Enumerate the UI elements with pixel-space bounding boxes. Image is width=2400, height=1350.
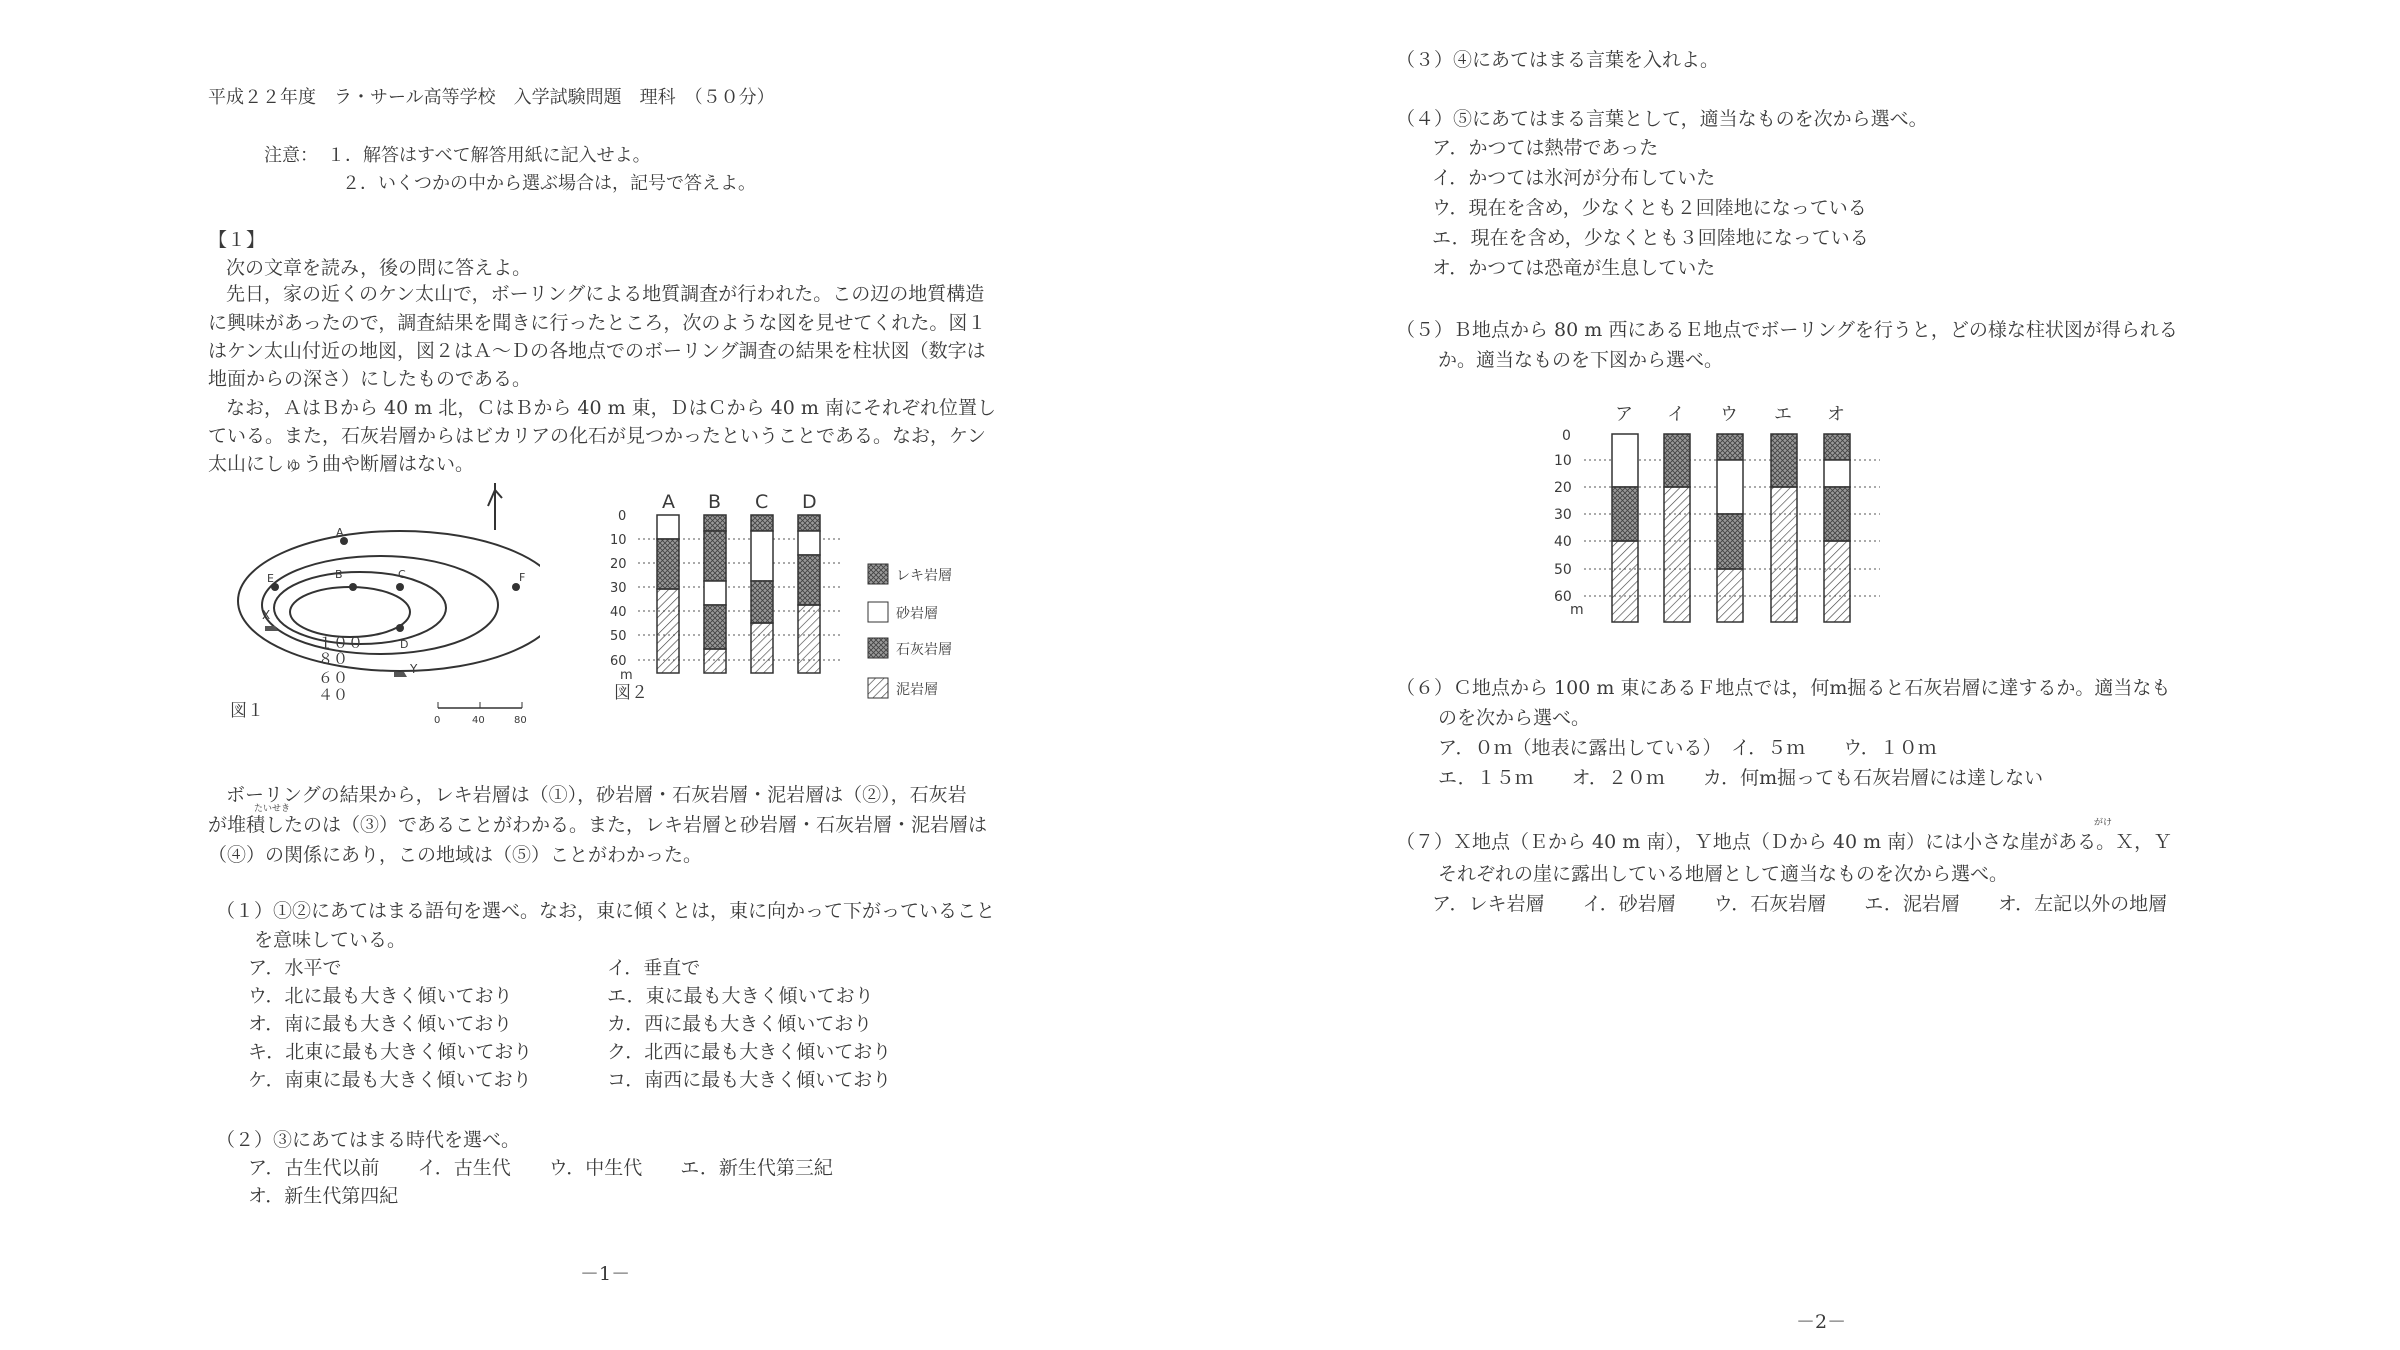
page-number: －2－ [1796,1311,1847,1333]
paragraph2-line: なお，ＡはＢから 40 m 北，ＣはＢから 40 m 東，ＤはＣから 40 m 南にそれぞれ位置し [226,397,996,419]
section-label: 【１】 [208,229,266,251]
question-5: （５）Ｂ地点から 80 m 西にあるＥ地点でボーリングを行うと，どの様な柱状図が得られる [1396,319,2178,341]
question-7: （７）Ｘ地点（Ｅから 40 m 南），Ｙ地点（Ｄから 40 m 南）には小さな崖がある。Ｘ，Ｙ [1396,831,2173,853]
column-label: A [662,491,675,513]
figure-1-map [210,478,540,728]
point-c-marker [396,583,404,591]
question-6-cont: のを次から選べ。 [1438,707,1591,729]
page-2 [1200,0,2400,1350]
depth-label: 0 [1562,428,1571,444]
q6-options: ア．０ｍ（地表に露出している） イ．５ｍ ウ．１０ｍ [1438,737,1937,759]
q1-option: エ．東に最も大きく傾いており [607,985,874,1007]
ruby-text: たいせき [254,804,291,814]
column-label: D [802,491,817,513]
column-c [751,515,773,673]
question-1: （１）①②にあてはまる語句を選べ。なお，東に傾くとは，東に向かって下がっていること [216,900,996,922]
q6-options: エ．１５ｍ オ．２０ｍ カ．何m掘っても石灰岩層には達しない [1438,767,2044,789]
question-6: （６）Ｃ地点から 100 m 東にあるＦ地点では，何m掘ると石灰岩層に達するか。適当なも [1396,677,2171,699]
q1-option: イ．垂直で [607,957,701,979]
depth-label: 60 [1554,589,1572,605]
choice-label: ア [1615,404,1633,425]
legend-swatch-limestone [868,638,888,658]
scale-label: 80 [514,715,527,726]
scale-label: 40 [472,715,485,726]
point-label: C [398,568,406,581]
depth-label: 30 [610,581,627,596]
depth-label: 10 [610,533,627,548]
q7-options: ア．レキ岩層 イ．砂岩層 ウ．石灰岩層 エ．泥岩層 オ．左記以外の地層 [1432,893,2168,915]
q4-option: エ．現在を含め，少なくとも３回陸地になっている [1432,227,1869,249]
exam-header: 平成２２年度 ラ・サール高等学校 入学試験問題 理科 （５０分） [208,87,775,108]
q4-option: ウ．現在を含め，少なくとも２回陸地になっている [1432,197,1867,219]
paragraph1-line: に興味があったので，調査結果を聞きに行ったところ，次のような図を見せてくれた。図１ [208,312,987,334]
question-7-cont: それぞれの崖に露出している地層として適当なものを次から選べ。 [1438,863,2009,885]
point-d-marker [396,624,404,632]
question-2: （２）③にあてはまる時代を選べ。 [216,1129,521,1151]
legend-swatch-mudstone [868,678,888,698]
legend-label: 泥岩層 [896,682,938,698]
depth-label: 20 [1554,480,1572,496]
cliff-y-icon [394,672,407,677]
point-label: X [262,608,271,622]
q1-option: オ．南に最も大きく傾いており [248,1013,513,1035]
q4-option: オ．かつては恐竜が生息していた [1432,257,1716,279]
point-label: Y [410,662,418,676]
question-3: （３）④にあてはまる言葉を入れよ。 [1396,49,1720,71]
paragraph1-line: 地面からの深さ）にしたものである。 [208,368,532,390]
q1-option: キ．北東に最も大きく傾いており [248,1041,533,1063]
legend-label: レキ岩層 [896,568,952,584]
q5-columns-figure [1540,398,1880,628]
depth-label: 60 [610,654,627,669]
q1-option: コ．南西に最も大きく傾いており [607,1069,892,1091]
note-line-1: 注意： １．解答はすべて解答用紙に記入せよ。 [264,145,651,166]
column-b [704,515,726,673]
scale-label: 0 [434,715,441,726]
q1-option: カ．西に最も大きく傾いており [607,1013,873,1035]
point-label: B [335,568,343,581]
depth-unit: m [1570,602,1584,618]
contour-label: ４０ [318,686,349,704]
contour-label: ６０ [318,669,349,687]
figure-1-caption: 図１ [230,701,264,721]
point-f-marker [512,583,520,591]
point-label: F [519,571,526,584]
choice-o-column [1824,434,1850,622]
column-a [657,515,679,673]
question-4: （４）⑤にあてはまる言葉として，適当なものを次から選べ。 [1396,108,1928,130]
point-label: A [336,526,344,539]
figure-2-columns [600,488,840,708]
depth-label: 50 [1554,562,1572,578]
figure-2-legend [866,560,996,710]
choice-label: イ [1667,404,1685,425]
paragraph1-line: はケン太山付近の地図，図２はＡ～Ｄの各地点でのボーリング調査の結果を柱状図（数字は [208,340,986,362]
depth-label: 0 [618,509,627,524]
point-b-marker [349,583,357,591]
result-text-line: ボーリングの結果から，レキ岩層は（①），砂岩層・石灰岩層・泥岩層は（②），石灰岩 [226,784,967,806]
column-label: C [755,491,769,513]
choice-label: オ [1827,404,1845,425]
choice-label: エ [1774,404,1792,425]
legend-swatch-sandstone [868,602,888,622]
note-line-2: ２．いくつかの中から選ぶ場合は，記号で答えよ。 [342,173,756,194]
paragraph2-line: 太山にしゅう曲や断層はない。 [208,453,475,475]
cliff-x-icon [265,626,278,631]
depth-label: 50 [610,629,627,644]
choice-u-column [1717,434,1743,622]
depth-label: 40 [610,605,627,620]
contour-label: ８０ [318,650,349,668]
intro-text: 次の文章を読み，後の問に答えよ。 [226,257,532,279]
result-text-line: が堆積したのは（③）であることがわかる。また，レキ岩層と砂岩層・石灰岩層・泥岩層は [208,814,988,836]
q1-option: ク．北西に最も大きく傾いており [607,1041,892,1063]
q1-option: ウ．北に最も大きく傾いており [248,985,513,1007]
paragraph2-line: ている。また，石灰岩層からはビカリアの化石が見つかったということである。なお，ケン [208,425,987,447]
legend-swatch-conglomerate [868,564,888,584]
result-text-line: （④）の関係にあり，この地域は（⑤）ことがわかった。 [208,844,703,866]
column-label: B [708,491,722,513]
figure-2-caption: 図２ [614,683,648,703]
legend-label: 砂岩層 [896,606,938,622]
column-d [798,515,820,673]
q2-options: ア．古生代以前 イ．古生代 ウ．中生代 エ．新生代第三紀 [248,1157,833,1179]
choice-e-column [1771,434,1797,622]
q1-option: ア．水平で [248,957,342,979]
depth-label: 20 [610,557,627,572]
q4-option: イ．かつては氷河が分布していた [1432,167,1716,189]
point-label: E [267,572,274,585]
question-5-cont: か。適当なものを下図から選べ。 [1438,349,1724,371]
q1-option: ケ．南東に最も大きく傾いており [248,1069,532,1091]
question-1-cont: を意味している。 [254,929,407,951]
depth-label: 10 [1554,453,1572,469]
north-arrow-icon [488,483,502,530]
choice-i-column [1664,434,1690,622]
depth-unit: m [620,668,633,683]
page-number: －1－ [580,1263,631,1285]
paragraph1-line: 先日，家の近くのケン太山で，ボーリングによる地質調査が行われた。この辺の地質構造 [226,283,985,305]
scale-bar [434,702,527,726]
legend-label: 石灰岩層 [896,642,952,658]
q4-option: ア．かつては熱帯であった [1432,137,1659,159]
point-label: D [400,638,409,651]
depth-label: 40 [1554,534,1572,550]
choice-label: ウ [1720,404,1738,425]
depth-label: 30 [1554,507,1572,523]
contour-label: １００ [318,634,364,652]
q2-options: オ．新生代第四紀 [248,1185,399,1207]
ruby-text: がけ [2094,818,2113,828]
choice-a-column [1612,434,1638,622]
